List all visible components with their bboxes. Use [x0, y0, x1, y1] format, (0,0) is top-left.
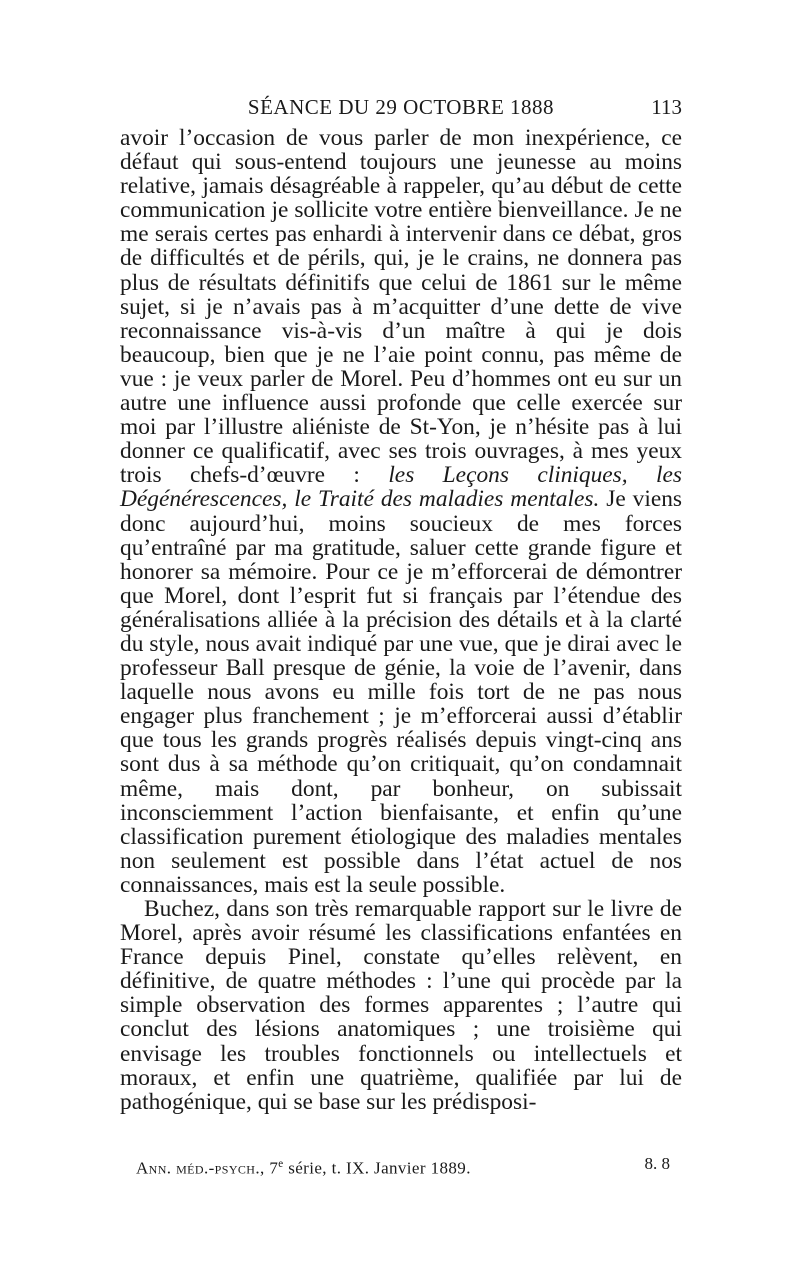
sheet-number: 8. 8	[644, 1154, 670, 1173]
paragraph-1-book-titles: les Leçons cliniques, les Dégénérescences, le Traité des maladies mentales.	[120, 462, 682, 513]
paragraph-2	[120, 897, 682, 1114]
journal-signature: Ann. méd.-psych., 7e série, t. IX. Janvier 1889.	[136, 1158, 471, 1178]
footer-signature-line	[120, 1152, 682, 1176]
paragraph-1	[120, 126, 682, 897]
paragraph-1-text-a: avoir l’occasion de vous parler de mon inexpérience, ce défaut qui sous-entend toujours une jeunesse au moins relative, jamais désagréable à rappeler, qu’au début de cette communication je sollicite votre entière bienveillance. Je ne me serais certes pas enhardi à intervenir dans ce débat, gros de difficultés et de périls, qui, je le crains, ne donnera pas plus de résultats définitifs que celui de 1861 sur le même sujet, si je n’avais pas à m’acquitter d’une dette de vive reconnaissance vis-à-vis d’un maître à qui je dois beaucoup, bien que je ne l’aie point connu, pas même de vue : je veux parler de Morel. Peu d’hommes ont eu sur un autre une influence aussi profonde que celle exercée sur moi par l’illustre aliéniste de St-Yon, je n’hésite pas à lui donner ce qualificatif, avec ses trois ouvrages, à mes yeux trois chefs-d’œuvre :	[120, 125, 682, 489]
body-text	[120, 126, 682, 1114]
running-head	[120, 94, 682, 120]
paragraph-1-text-b: Je viens donc aujourd’hui, moins soucieux de mes forces qu’entraîné par ma gratitude, saluer cette grande figure et honorer sa mémoire. Pour ce je m’efforcerai de démontrer que Morel, dont l’esprit fut si français par l’étendue des généralisations alliée à la précision des détails et à la clarté du style, nous avait indiqué par une vue, que je dirai avec le professeur Ball presque de génie, la voie de l’avenir, dans laquelle nous avons eu mille fois tort de ne pas nous engager plus franchement ; je m’efforcerai aussi d’établir que tous les grands progrès réalisés depuis vingt-cinq ans sont dus à sa méthode qu’on critiquait, qu’on condamnait même, mais dont, par bonheur, on subissait inconsciemment l’action bienfaisante, et enfin qu’une classification purement étiologique des maladies mentales non seulement est possible dans l’état actuel de nos connaissances, mais est la seule possible.	[120, 486, 683, 898]
page-number: 113	[651, 95, 682, 119]
paragraph-2-text: Buchez, dans son très remarquable rapport sur le livre de Morel, après avoir résumé les classifications enfantées en France depuis Pinel, constate qu’elles relèvent, en définitive, de quatre méthodes : l’une qui procède par la simple observation des formes apparentes ; l’autre qui conclut des lésions anatomiques ; une troisième qui envisage les troubles fonctionnels ou intellectuels et moraux, et enfin une quatrième, qualifiée par lui de pathogénique, qui se base sur les prédisposi-	[120, 896, 682, 1115]
running-head-title: SÉANCE DU 29 OCTOBRE 1888	[247, 95, 555, 119]
